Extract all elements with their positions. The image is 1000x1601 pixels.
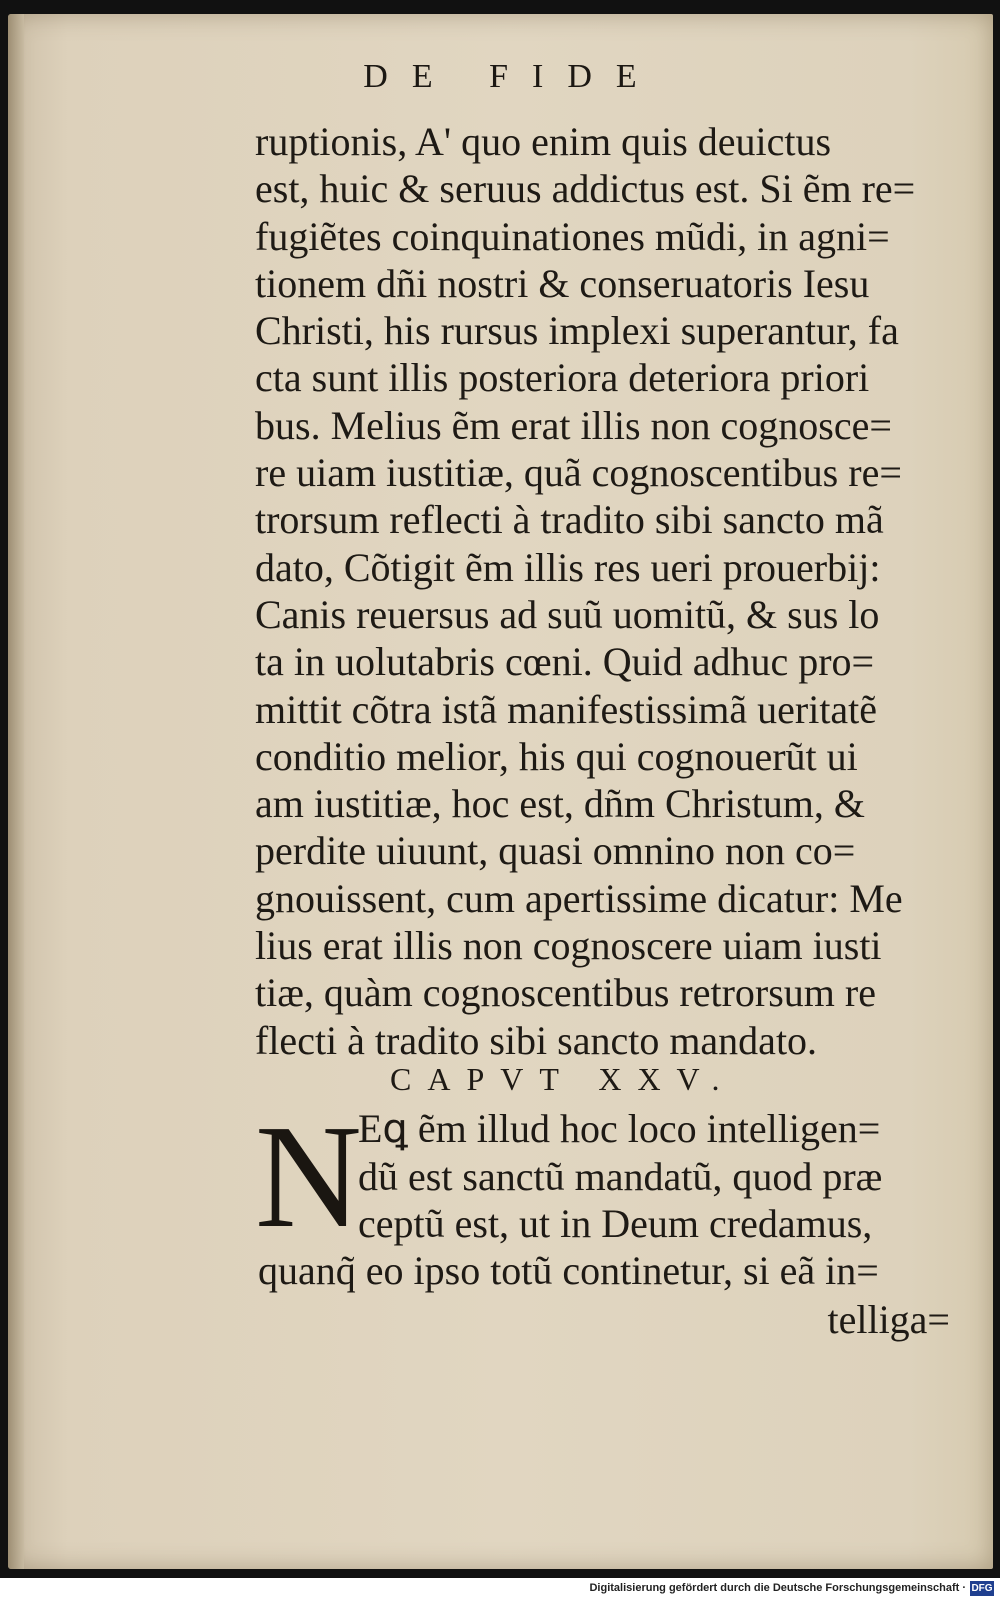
text-line: dato, Cõtigit ẽm illis res ueri prouerbij: [255, 544, 881, 590]
text-line: Christi, his rursus implexi superantur, fa [255, 308, 899, 354]
body-text [255, 118, 945, 1064]
chapter-indented-text [358, 1105, 882, 1248]
text-line: Canis reuersus ad suũ uomitũ, & sus lo [255, 591, 880, 637]
page-gutter-edge [8, 14, 24, 1569]
text-line: ruptionis, A' quo enim quis deuictus [255, 119, 832, 164]
running-head: DE FIDE [363, 58, 661, 95]
text-line: ta in uolutabris cœni. Quid adhuc pro= [255, 639, 875, 685]
text-line: lius erat illis non cognoscere uiam iusti [255, 923, 882, 969]
drop-cap-initial: N [255, 1095, 362, 1259]
text-line: est, huic & seruus addictus est. Si ẽm re= [255, 166, 916, 212]
text-line: tiæ, quàm cognoscentibus retrorsum re [255, 970, 876, 1016]
funding-credit: Digitalisierung gefördert durch die Deutsche Forschungsgemeinschaft · [589, 1582, 966, 1594]
text-line: dũ est sanctũ mandatũ, quod præ [358, 1153, 883, 1199]
text-line: gnouissent, cum apertissime dicatur: Me [255, 875, 903, 921]
text-line: re uiam iustitiæ, quã cognoscentibus re= [255, 450, 902, 496]
catchword: telliga= [827, 1297, 950, 1342]
dfg-logo: DFG [971, 1583, 993, 1594]
text-line: tionem dñi nostri & conseruatoris Iesu [255, 260, 870, 306]
text-line: bus. Melius ẽm erat illis non cognosce= [255, 402, 892, 448]
text-line: cta sunt illis posteriora deteriora priori [255, 355, 870, 401]
text-line: trorsum reflecti à tradito sibi sancto mã [255, 497, 884, 543]
text-line: flecti à tradito sibi sancto mandato. [255, 1017, 818, 1063]
chapter-heading: CAPVT XXV. [390, 1061, 736, 1097]
text-line: conditio melior, his qui cognouerũt ui [255, 733, 858, 779]
text-line: quanq̃ eo ipso totũ continetur, si eã in= [258, 1248, 879, 1293]
text-line: Eꝗ ẽm illud hoc loco intelligen= [358, 1106, 881, 1151]
chapter-full-text [258, 1247, 879, 1294]
text-line: am iustitiæ, hoc est, dñm Christum, & [255, 781, 865, 827]
text-line: perdite uiuunt, quasi omnino non co= [255, 828, 856, 874]
text-line: mittit cõtra istã manifestissimã ueritatẽ [255, 686, 878, 732]
text-line: ceptũ est, ut in Deum credamus, [358, 1201, 873, 1246]
text-line: fugiẽtes coinquinationes mũdi, in agni= [255, 213, 890, 259]
